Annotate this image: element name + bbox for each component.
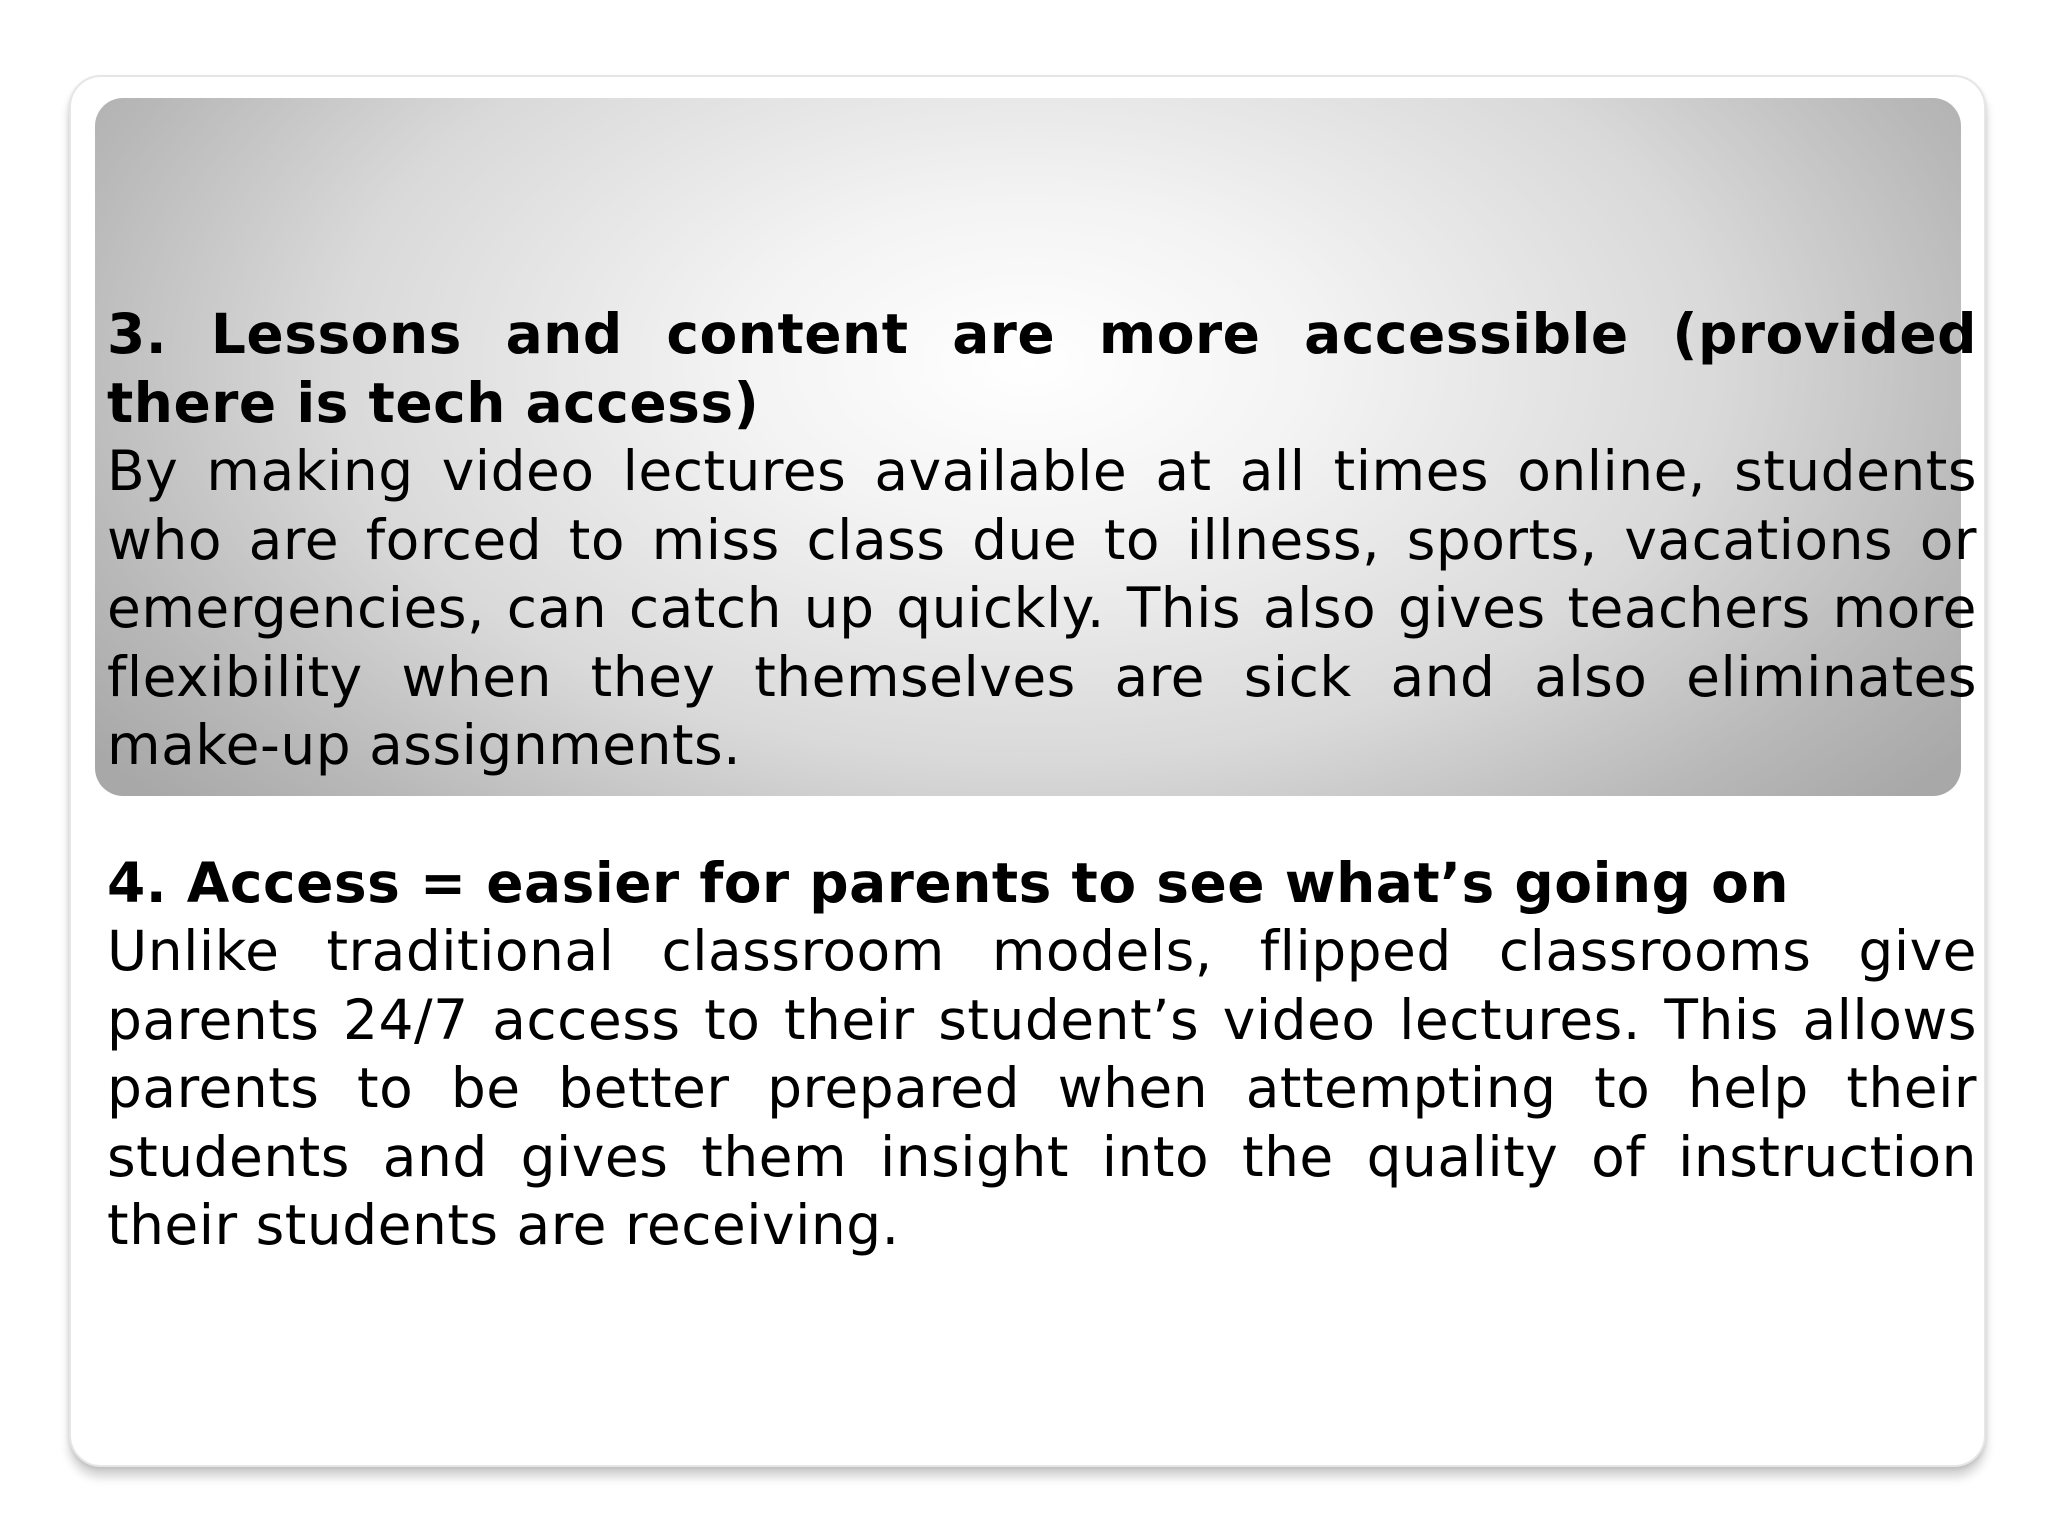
section-3-body: By making video lectures available at all times online, students who are forced to miss class due to illness, sports, vacations or emergencies, can catch up quickly. This also gives teachers more flexibility when they themselves are sick and also eliminates make-up assignments.: [107, 439, 1977, 777]
section-divider-space: [107, 780, 1977, 849]
section-3-heading: 3. Lessons and content are more accessible (provided there is tech access): [107, 302, 1977, 435]
slide-content: [107, 300, 1977, 1260]
section-4-heading: 4. Access = easier for parents to see what’s going on: [107, 850, 1790, 915]
section-4-body: Unlike traditional classroom models, flipped classrooms give parents 24/7 access to their student’s video lectures. This allows parents to be better prepared when attempting to help their students and gives them insight into the quality of instruction their students are receiving.: [107, 919, 1977, 1257]
